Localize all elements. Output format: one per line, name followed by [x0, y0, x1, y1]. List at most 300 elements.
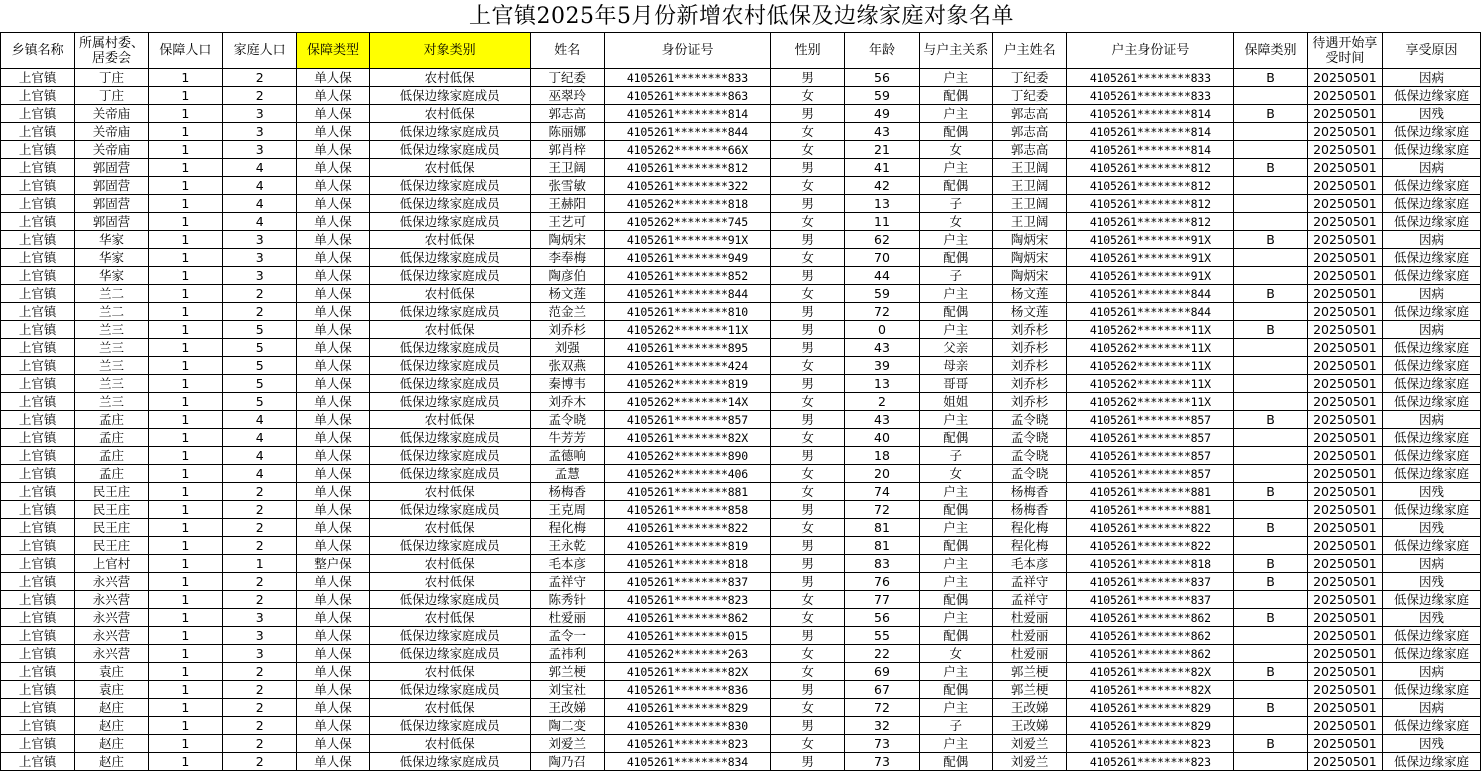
table-cell[interactable]: 20250501	[1307, 177, 1382, 195]
table-cell[interactable]	[1234, 303, 1307, 321]
table-cell[interactable]: 3	[223, 609, 297, 627]
table-cell[interactable]: 20250501	[1307, 573, 1382, 591]
table-cell[interactable]: 4105261********823	[604, 591, 770, 609]
table-cell[interactable]: 女	[770, 249, 844, 267]
table-cell[interactable]: 永兴营	[75, 591, 148, 609]
table-cell[interactable]: 1	[148, 195, 222, 213]
table-cell[interactable]: 郭固营	[75, 195, 148, 213]
table-cell[interactable]: 低保边缘家庭	[1383, 87, 1481, 105]
table-cell[interactable]: 华家	[75, 249, 148, 267]
table-cell[interactable]: 20250501	[1307, 159, 1382, 177]
table-cell[interactable]: 单人保	[297, 753, 369, 771]
table-cell[interactable]: 4105261********322	[604, 177, 770, 195]
table-cell[interactable]	[1234, 501, 1307, 519]
table-cell[interactable]: 兰三	[75, 321, 148, 339]
table-cell[interactable]: 关帝庙	[75, 123, 148, 141]
table-cell[interactable]: 因病	[1383, 321, 1481, 339]
table-cell[interactable]: 4105261********812	[604, 159, 770, 177]
table-cell[interactable]: 刘强	[530, 339, 604, 357]
table-cell[interactable]: 户主	[919, 519, 992, 537]
table-cell[interactable]: 刘乔木	[530, 393, 604, 411]
table-cell[interactable]: 1	[148, 609, 222, 627]
table-cell[interactable]: 2	[223, 591, 297, 609]
table-cell[interactable]: 1	[148, 231, 222, 249]
table-cell[interactable]: 上官镇	[1, 681, 75, 699]
table-cell[interactable]: 上官镇	[1, 213, 75, 231]
table-cell[interactable]: 4105262********890	[604, 447, 770, 465]
table-cell[interactable]: B	[1234, 699, 1307, 717]
table-cell[interactable]: 郭志高	[992, 123, 1066, 141]
table-cell[interactable]: 配偶	[919, 753, 992, 771]
table-cell[interactable]: 20250501	[1307, 123, 1382, 141]
table-cell[interactable]: 1	[148, 753, 222, 771]
table-cell[interactable]: 20250501	[1307, 735, 1382, 753]
table-cell[interactable]: 男	[770, 537, 844, 555]
table-cell[interactable]: 20250501	[1307, 627, 1382, 645]
table-cell[interactable]: 男	[770, 321, 844, 339]
table-cell[interactable]: 上官镇	[1, 465, 75, 483]
table-cell[interactable]: 20250501	[1307, 501, 1382, 519]
table-cell[interactable]: 整户保	[297, 555, 369, 573]
table-cell[interactable]: 单人保	[297, 303, 369, 321]
table-cell[interactable]: 上官镇	[1, 591, 75, 609]
table-cell[interactable]: 孟祥守	[530, 573, 604, 591]
table-cell[interactable]: 刘乔杉	[992, 393, 1066, 411]
table-cell[interactable]: 3	[223, 231, 297, 249]
table-cell[interactable]: 1	[148, 429, 222, 447]
table-cell[interactable]: 男	[770, 753, 844, 771]
table-cell[interactable]: 1	[148, 393, 222, 411]
table-cell[interactable]: 男	[770, 573, 844, 591]
table-cell[interactable]: 20250501	[1307, 699, 1382, 717]
table-cell[interactable]: 低保边缘家庭成员	[369, 393, 530, 411]
table-cell[interactable]: 女	[770, 285, 844, 303]
header-cell[interactable]: 家庭人口	[223, 33, 297, 69]
table-cell[interactable]: 低保边缘家庭成员	[369, 753, 530, 771]
table-cell[interactable]: 20250501	[1307, 447, 1382, 465]
table-cell[interactable]: 低保边缘家庭	[1383, 537, 1481, 555]
table-cell[interactable]: 女	[770, 357, 844, 375]
table-cell[interactable]: 4	[223, 159, 297, 177]
table-cell[interactable]: 王克周	[530, 501, 604, 519]
table-cell[interactable]: 女	[770, 609, 844, 627]
table-cell[interactable]: 2	[845, 393, 919, 411]
table-cell[interactable]: 4	[223, 195, 297, 213]
table-cell[interactable]: 男	[770, 555, 844, 573]
table-cell[interactable]: 20250501	[1307, 321, 1382, 339]
table-cell[interactable]: 低保边缘家庭成员	[369, 447, 530, 465]
table-cell[interactable]: 女	[770, 465, 844, 483]
table-cell[interactable]: 20250501	[1307, 375, 1382, 393]
table-cell[interactable]: 孟祥守	[992, 591, 1066, 609]
header-cell[interactable]: 享受原因	[1383, 33, 1481, 69]
table-cell[interactable]: 郭固营	[75, 213, 148, 231]
table-cell[interactable]: 上官镇	[1, 375, 75, 393]
table-cell[interactable]: 1	[148, 735, 222, 753]
table-cell[interactable]: 低保边缘家庭成员	[369, 717, 530, 735]
table-cell[interactable]: 低保边缘家庭	[1383, 123, 1481, 141]
table-cell[interactable]: 2	[223, 87, 297, 105]
header-cell[interactable]: 乡镇名称	[1, 33, 75, 69]
table-cell[interactable]: 59	[845, 87, 919, 105]
table-cell[interactable]: 20250501	[1307, 465, 1382, 483]
table-cell[interactable]: 农村低保	[369, 231, 530, 249]
table-cell[interactable]: 郭固营	[75, 177, 148, 195]
table-cell[interactable]: 2	[223, 69, 297, 87]
table-cell[interactable]: 单人保	[297, 717, 369, 735]
table-cell[interactable]: 女	[770, 663, 844, 681]
table-cell[interactable]: 户主	[919, 609, 992, 627]
table-cell[interactable]: 4105261********857	[1067, 465, 1234, 483]
table-cell[interactable]: 4105261********822	[604, 519, 770, 537]
table-cell[interactable]: 4105261********829	[604, 699, 770, 717]
table-cell[interactable]: 女	[770, 213, 844, 231]
table-cell[interactable]	[1234, 645, 1307, 663]
table-cell[interactable]: 41	[845, 159, 919, 177]
table-cell[interactable]: 低保边缘家庭	[1383, 195, 1481, 213]
table-cell[interactable]: 孟德响	[530, 447, 604, 465]
table-cell[interactable]	[1234, 339, 1307, 357]
table-cell[interactable]: 1	[148, 177, 222, 195]
table-cell[interactable]: 杨梅香	[992, 501, 1066, 519]
table-cell[interactable]: 女	[770, 519, 844, 537]
table-cell[interactable]: 杜爱丽	[992, 645, 1066, 663]
table-cell[interactable]: 刘乔杉	[992, 375, 1066, 393]
table-cell[interactable]	[1234, 681, 1307, 699]
table-cell[interactable]: 赵庄	[75, 717, 148, 735]
table-cell[interactable]: 低保边缘家庭成员	[369, 339, 530, 357]
header-cell[interactable]: 保障类别	[1234, 33, 1307, 69]
table-cell[interactable]: 因残	[1383, 105, 1481, 123]
table-cell[interactable]: 56	[845, 69, 919, 87]
table-cell[interactable]: 32	[845, 717, 919, 735]
table-cell[interactable]: 3	[223, 141, 297, 159]
table-cell[interactable]: 因残	[1383, 483, 1481, 501]
table-cell[interactable]: 程化梅	[992, 537, 1066, 555]
table-cell[interactable]: 20250501	[1307, 537, 1382, 555]
table-cell[interactable]: 低保边缘家庭	[1383, 375, 1481, 393]
header-cell[interactable]: 待遇开始享受时间	[1307, 33, 1382, 69]
table-cell[interactable]: 18	[845, 447, 919, 465]
table-cell[interactable]: 上官镇	[1, 429, 75, 447]
table-cell[interactable]: 2	[223, 735, 297, 753]
table-cell[interactable]: 王改娣	[992, 699, 1066, 717]
table-cell[interactable]: 牛芳芳	[530, 429, 604, 447]
table-cell[interactable]: 程化梅	[992, 519, 1066, 537]
table-cell[interactable]	[1234, 249, 1307, 267]
table-cell[interactable]: 孟祥守	[992, 573, 1066, 591]
table-cell[interactable]: B	[1234, 483, 1307, 501]
table-cell[interactable]: 女	[919, 645, 992, 663]
table-cell[interactable]: 配偶	[919, 537, 992, 555]
table-cell[interactable]: 低保边缘家庭成员	[369, 627, 530, 645]
table-cell[interactable]: 女	[770, 87, 844, 105]
table-cell[interactable]: 4	[223, 465, 297, 483]
table-cell[interactable]: 男	[770, 267, 844, 285]
table-cell[interactable]: 4105261********837	[1067, 591, 1234, 609]
table-cell[interactable]: 低保边缘家庭成员	[369, 213, 530, 231]
table-cell[interactable]: 父亲	[919, 339, 992, 357]
table-cell[interactable]	[1234, 375, 1307, 393]
table-cell[interactable]: 59	[845, 285, 919, 303]
table-cell[interactable]: 刘乔杉	[992, 339, 1066, 357]
table-cell[interactable]	[1234, 753, 1307, 771]
table-cell[interactable]: 4105262********14X	[604, 393, 770, 411]
table-cell[interactable]: 20250501	[1307, 717, 1382, 735]
table-cell[interactable]: 孟庄	[75, 429, 148, 447]
table-cell[interactable]: 1	[148, 519, 222, 537]
table-cell[interactable]: 62	[845, 231, 919, 249]
table-cell[interactable]: 72	[845, 699, 919, 717]
table-cell[interactable]: 丁纪委	[992, 87, 1066, 105]
table-cell[interactable]: 4105261********814	[604, 105, 770, 123]
table-cell[interactable]: B	[1234, 159, 1307, 177]
table-cell[interactable]: 兰三	[75, 357, 148, 375]
table-cell[interactable]: 低保边缘家庭	[1383, 339, 1481, 357]
table-cell[interactable]: 4105261********812	[1067, 195, 1234, 213]
table-cell[interactable]	[1234, 393, 1307, 411]
table-cell[interactable]: 单人保	[297, 627, 369, 645]
table-cell[interactable]: 姐姐	[919, 393, 992, 411]
table-cell[interactable]: B	[1234, 285, 1307, 303]
table-cell[interactable]: 76	[845, 573, 919, 591]
table-cell[interactable]: 低保边缘家庭成员	[369, 465, 530, 483]
table-cell[interactable]: 4105261********812	[1067, 177, 1234, 195]
table-cell[interactable]: 配偶	[919, 249, 992, 267]
table-cell[interactable]: 刘爱兰	[530, 735, 604, 753]
table-cell[interactable]: 上官镇	[1, 609, 75, 627]
table-cell[interactable]: B	[1234, 411, 1307, 429]
table-cell[interactable]: 上官镇	[1, 141, 75, 159]
table-cell[interactable]: 女	[770, 483, 844, 501]
table-cell[interactable]: 农村低保	[369, 411, 530, 429]
table-cell[interactable]	[1234, 87, 1307, 105]
table-cell[interactable]: B	[1234, 231, 1307, 249]
table-cell[interactable]: 单人保	[297, 609, 369, 627]
table-cell[interactable]: 4105261********812	[1067, 159, 1234, 177]
table-cell[interactable]: 1	[148, 339, 222, 357]
table-cell[interactable]: 1	[148, 555, 222, 573]
table-cell[interactable]: 1	[148, 627, 222, 645]
table-cell[interactable]: 低保边缘家庭	[1383, 501, 1481, 519]
table-cell[interactable]	[1234, 429, 1307, 447]
table-cell[interactable]: 陶炳宋	[992, 267, 1066, 285]
table-cell[interactable]: 孟庄	[75, 447, 148, 465]
table-cell[interactable]: 女	[919, 465, 992, 483]
table-cell[interactable]: 王改娣	[992, 717, 1066, 735]
table-cell[interactable]: 户主	[919, 105, 992, 123]
table-cell[interactable]: 杜爱丽	[530, 609, 604, 627]
table-cell[interactable]: 43	[845, 339, 919, 357]
table-cell[interactable]: 20250501	[1307, 357, 1382, 375]
table-cell[interactable]: 4	[223, 429, 297, 447]
table-cell[interactable]: B	[1234, 735, 1307, 753]
table-cell[interactable]: 上官镇	[1, 339, 75, 357]
table-cell[interactable]: 4105261********82X	[1067, 663, 1234, 681]
table-cell[interactable]: 单人保	[297, 159, 369, 177]
table-cell[interactable]: 陶二变	[530, 717, 604, 735]
table-cell[interactable]: 低保边缘家庭成员	[369, 87, 530, 105]
table-cell[interactable]: 上官镇	[1, 447, 75, 465]
header-cell-highlighted[interactable]: 保障类型	[297, 33, 369, 69]
table-cell[interactable]: 杨梅香	[992, 483, 1066, 501]
table-cell[interactable]: 4105261********857	[1067, 447, 1234, 465]
table-cell[interactable]: 女	[770, 123, 844, 141]
table-cell[interactable]: B	[1234, 321, 1307, 339]
table-cell[interactable]: 72	[845, 501, 919, 519]
table-cell[interactable]: 20250501	[1307, 591, 1382, 609]
table-cell[interactable]: 77	[845, 591, 919, 609]
table-cell[interactable]: 4105261********91X	[604, 231, 770, 249]
table-cell[interactable]: 20250501	[1307, 393, 1382, 411]
table-cell[interactable]: 5	[223, 375, 297, 393]
table-cell[interactable]: 2	[223, 717, 297, 735]
table-cell[interactable]: 1	[148, 123, 222, 141]
table-cell[interactable]: 13	[845, 195, 919, 213]
table-cell[interactable]: 男	[770, 303, 844, 321]
table-cell[interactable]: 低保边缘家庭	[1383, 357, 1481, 375]
table-cell[interactable]: 户主	[919, 321, 992, 339]
table-cell[interactable]: 孟慧	[530, 465, 604, 483]
table-cell[interactable]: 刘爱兰	[992, 735, 1066, 753]
table-cell[interactable]: 低保边缘家庭成员	[369, 123, 530, 141]
table-cell[interactable]: 1	[148, 267, 222, 285]
table-cell[interactable]: 低保边缘家庭成员	[369, 177, 530, 195]
table-cell[interactable]: 配偶	[919, 87, 992, 105]
table-cell[interactable]: 低保边缘家庭成员	[369, 195, 530, 213]
table-cell[interactable]: 张雪敏	[530, 177, 604, 195]
table-cell[interactable]: 20250501	[1307, 285, 1382, 303]
table-cell[interactable]: 11	[845, 213, 919, 231]
table-cell[interactable]: 因残	[1383, 519, 1481, 537]
table-cell[interactable]: 70	[845, 249, 919, 267]
table-cell[interactable]: 上官镇	[1, 555, 75, 573]
table-cell[interactable]: 低保边缘家庭	[1383, 249, 1481, 267]
table-cell[interactable]: 20250501	[1307, 267, 1382, 285]
table-cell[interactable]: 男	[770, 627, 844, 645]
table-cell[interactable]: 农村低保	[369, 105, 530, 123]
table-cell[interactable]: 单人保	[297, 195, 369, 213]
table-cell[interactable]: 王卫阔	[992, 177, 1066, 195]
table-cell[interactable]: 2	[223, 753, 297, 771]
table-cell[interactable]: 单人保	[297, 141, 369, 159]
table-cell[interactable]: 4105261********91X	[1067, 267, 1234, 285]
table-cell[interactable]: 李奉梅	[530, 249, 604, 267]
table-cell[interactable]: 81	[845, 537, 919, 555]
table-cell[interactable]: 户主	[919, 411, 992, 429]
table-cell[interactable]: 单人保	[297, 393, 369, 411]
table-cell[interactable]: 低保边缘家庭	[1383, 465, 1481, 483]
table-cell[interactable]: 20250501	[1307, 411, 1382, 429]
table-cell[interactable]: 4105261********949	[604, 249, 770, 267]
table-cell[interactable]: 67	[845, 681, 919, 699]
table-cell[interactable]: 上官镇	[1, 519, 75, 537]
table-cell[interactable]: 1	[223, 555, 297, 573]
table-cell[interactable]: 4105261********823	[604, 735, 770, 753]
table-cell[interactable]: 单人保	[297, 177, 369, 195]
table-cell[interactable]: 户主	[919, 699, 992, 717]
table-cell[interactable]: 0	[845, 321, 919, 339]
table-cell[interactable]: 单人保	[297, 267, 369, 285]
table-cell[interactable]: 低保边缘家庭成员	[369, 249, 530, 267]
table-cell[interactable]: 1	[148, 321, 222, 339]
table-cell[interactable]: B	[1234, 663, 1307, 681]
table-cell[interactable]: B	[1234, 555, 1307, 573]
table-cell[interactable]: 户主	[919, 735, 992, 753]
table-cell[interactable]: 郭兰梗	[992, 663, 1066, 681]
table-cell[interactable]: 杨梅香	[530, 483, 604, 501]
table-cell[interactable]: 4105262********11X	[604, 321, 770, 339]
table-cell[interactable]: 低保边缘家庭成员	[369, 645, 530, 663]
table-cell[interactable]: 1	[148, 537, 222, 555]
table-cell[interactable]: 上官镇	[1, 699, 75, 717]
table-cell[interactable]: 4	[223, 447, 297, 465]
table-cell[interactable]: 单人保	[297, 501, 369, 519]
table-cell[interactable]: 农村低保	[369, 519, 530, 537]
table-cell[interactable]: 男	[770, 339, 844, 357]
table-cell[interactable]: 刘乔杉	[992, 357, 1066, 375]
table-cell[interactable]: 1	[148, 249, 222, 267]
header-cell-highlighted[interactable]: 对象类别	[369, 33, 530, 69]
table-cell[interactable]: 张双燕	[530, 357, 604, 375]
table-cell[interactable]: 4105261********844	[1067, 285, 1234, 303]
table-cell[interactable]: 男	[770, 69, 844, 87]
table-cell[interactable]: 2	[223, 681, 297, 699]
table-cell[interactable]: 4105261********829	[1067, 699, 1234, 717]
table-cell[interactable]: 男	[770, 105, 844, 123]
table-cell[interactable]: 39	[845, 357, 919, 375]
table-cell[interactable]: 哥哥	[919, 375, 992, 393]
table-cell[interactable]: 上官镇	[1, 411, 75, 429]
table-cell[interactable]: 低保边缘家庭	[1383, 627, 1481, 645]
table-cell[interactable]	[1234, 537, 1307, 555]
table-cell[interactable]: 杜爱丽	[992, 609, 1066, 627]
table-cell[interactable]: 4105261********881	[1067, 501, 1234, 519]
table-cell[interactable]: 孟令晓	[992, 429, 1066, 447]
table-cell[interactable]	[1234, 465, 1307, 483]
table-cell[interactable]: 4105261********814	[1067, 141, 1234, 159]
table-cell[interactable]: 1	[148, 483, 222, 501]
table-cell[interactable]: 4105261********833	[604, 69, 770, 87]
table-cell[interactable]: 女	[919, 141, 992, 159]
table-cell[interactable]: 单人保	[297, 645, 369, 663]
table-cell[interactable]: 20	[845, 465, 919, 483]
table-cell[interactable]: 4105261********895	[604, 339, 770, 357]
table-cell[interactable]: 低保边缘家庭	[1383, 213, 1481, 231]
table-cell[interactable]: 王改娣	[530, 699, 604, 717]
table-cell[interactable]: 因残	[1383, 573, 1481, 591]
table-cell[interactable]: 上官镇	[1, 573, 75, 591]
table-cell[interactable]: 丁庄	[75, 87, 148, 105]
table-cell[interactable]: 20250501	[1307, 753, 1382, 771]
table-cell[interactable]: 3	[223, 267, 297, 285]
table-cell[interactable]: 配偶	[919, 123, 992, 141]
table-cell[interactable]: 低保边缘家庭成员	[369, 537, 530, 555]
table-cell[interactable]: 因病	[1383, 411, 1481, 429]
table-cell[interactable]: 1	[148, 213, 222, 231]
table-cell[interactable]: 孟令晓	[992, 465, 1066, 483]
table-cell[interactable]: 1	[148, 285, 222, 303]
table-cell[interactable]: 永兴营	[75, 609, 148, 627]
table-cell[interactable]: 袁庄	[75, 681, 148, 699]
table-cell[interactable]: 兰二	[75, 285, 148, 303]
table-cell[interactable]: 农村低保	[369, 573, 530, 591]
table-cell[interactable]: 郭兰梗	[530, 663, 604, 681]
table-cell[interactable]: 男	[770, 681, 844, 699]
table-cell[interactable]: 低保边缘家庭	[1383, 681, 1481, 699]
table-cell[interactable]: 低保边缘家庭	[1383, 267, 1481, 285]
table-cell[interactable]: 陶炳宋	[992, 249, 1066, 267]
